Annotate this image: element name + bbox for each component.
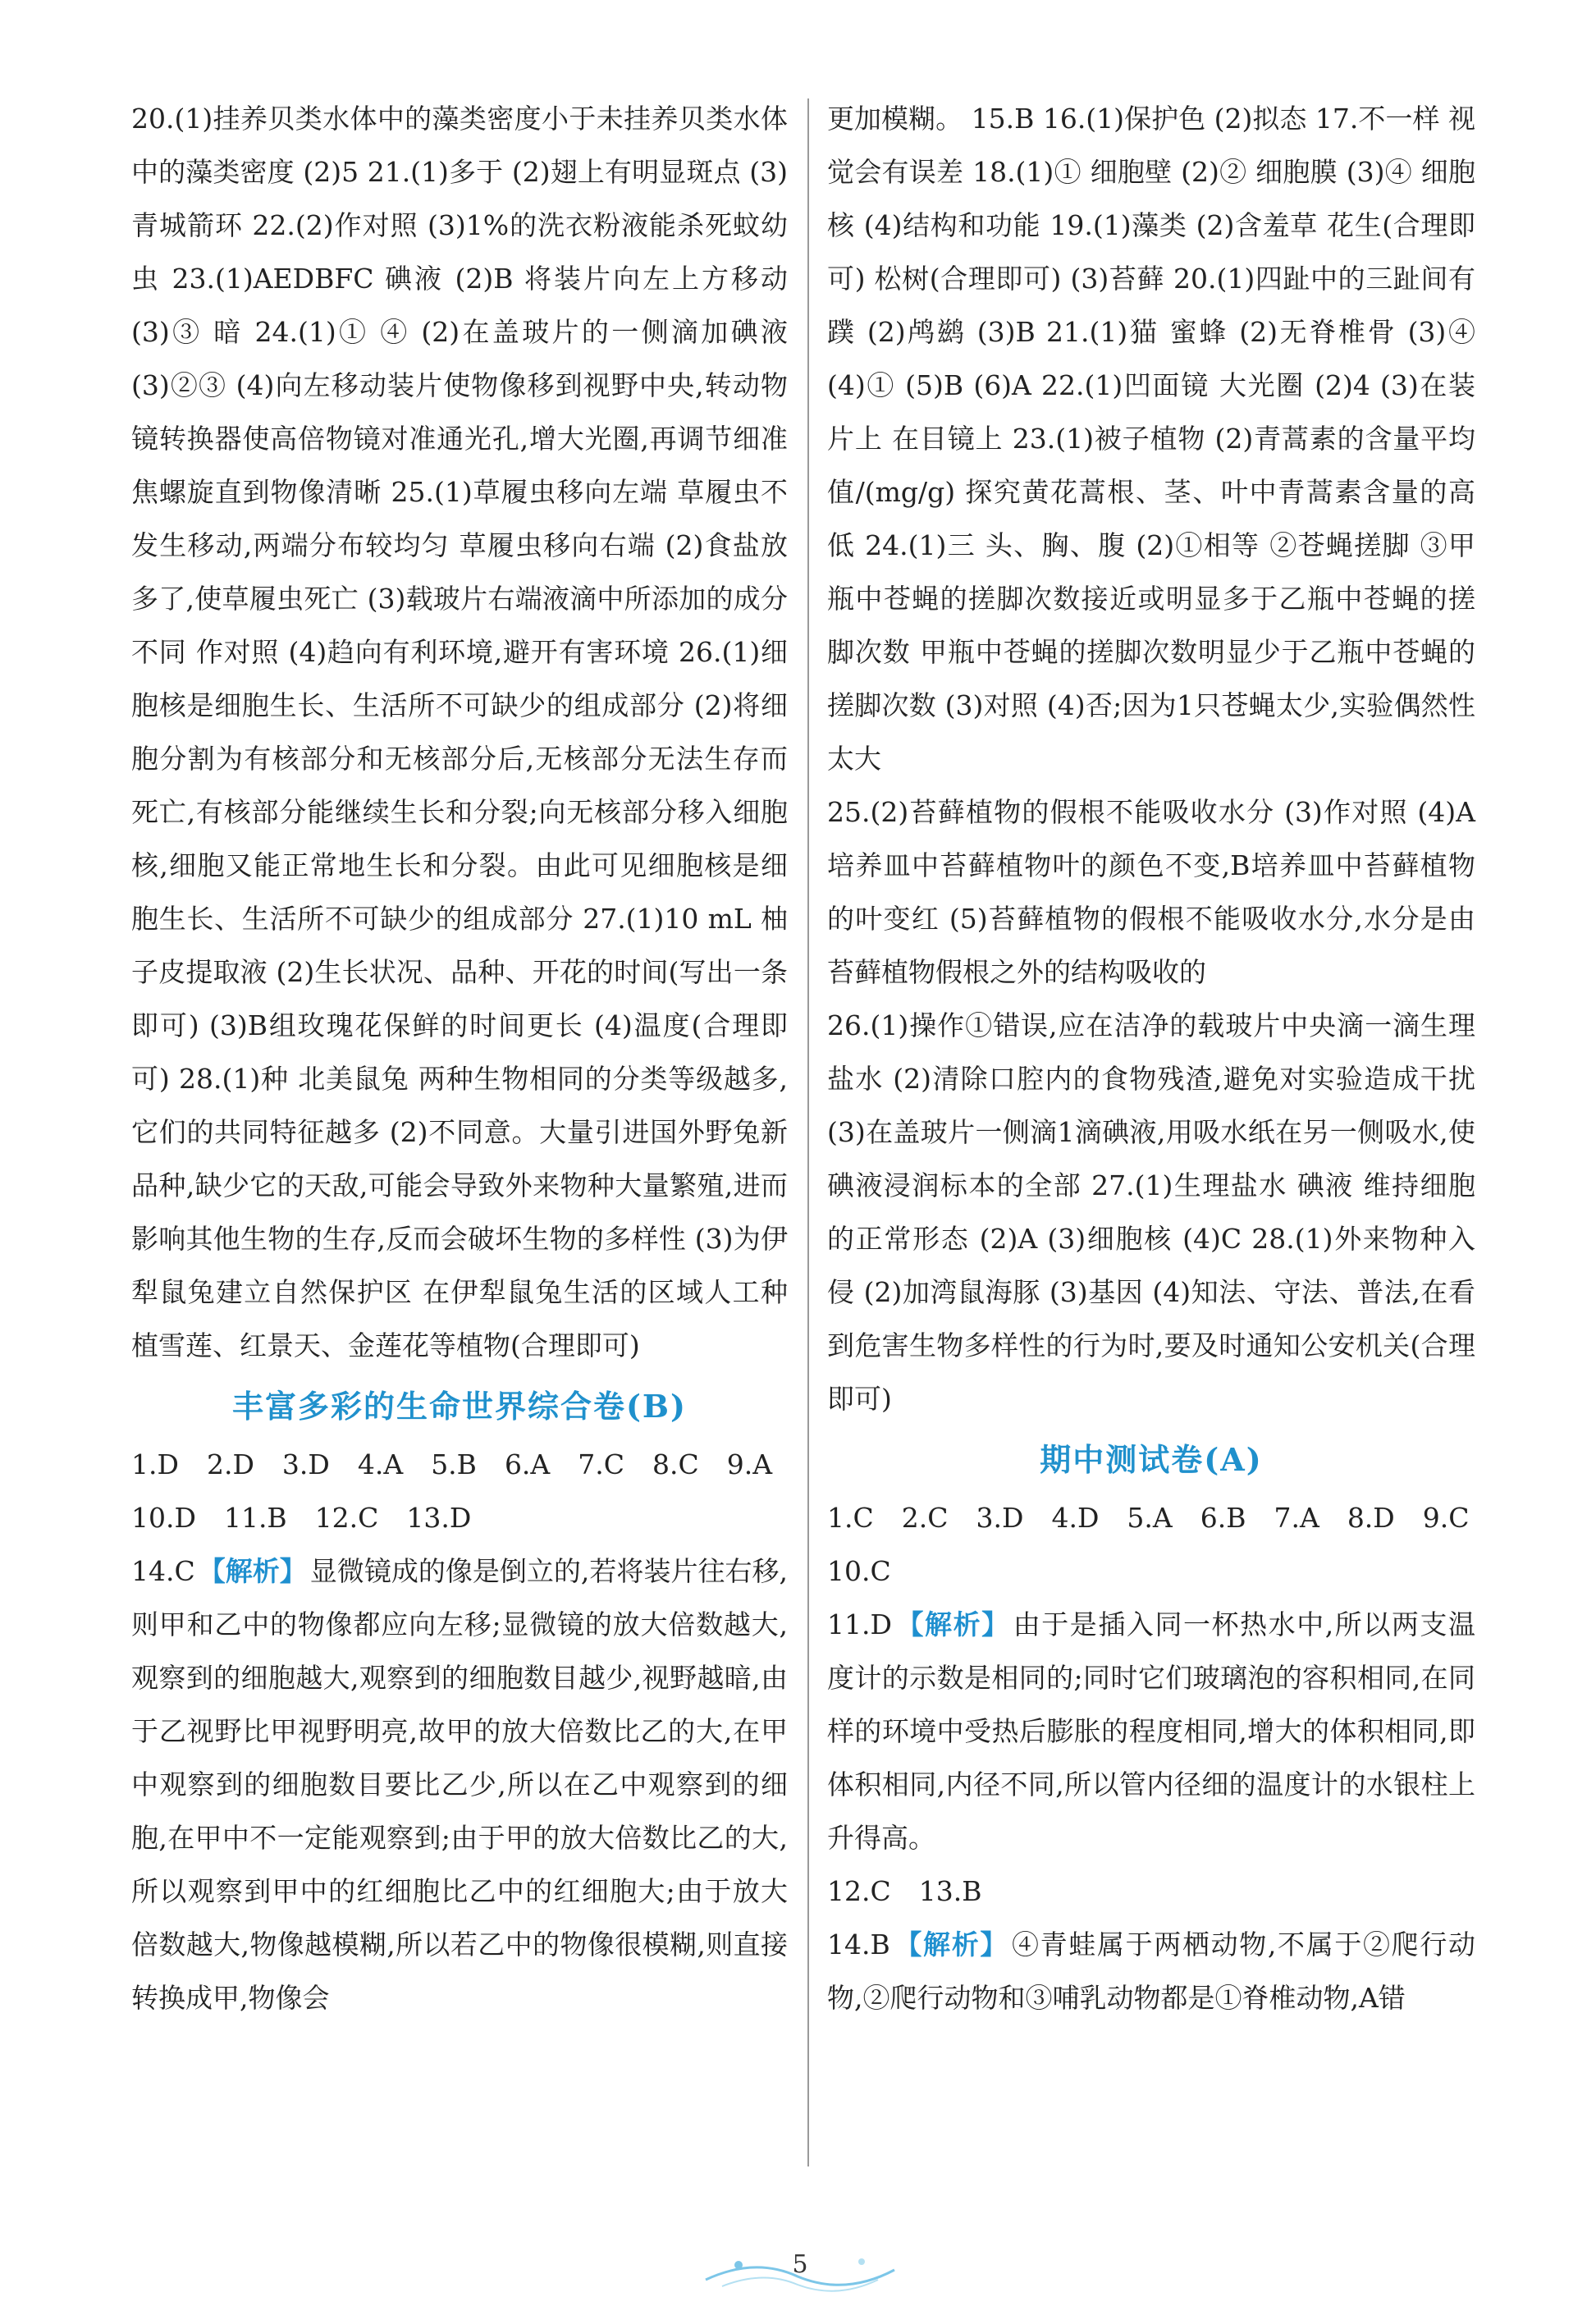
section-title-midterm: 期中测试卷(A) — [1040, 1441, 1263, 1478]
answer-5: 5.B — [431, 1448, 477, 1480]
answer-paragraph-26-28: 26.(1)操作①错误,应在洁净的载玻片中央滴一滴生理盐水 (2)清除口腔内的食物残渣,避免对实验造成干扰 (3)在盖玻片一侧滴1滴碘液,用吸水纸在另一侧吸水,使碘液浸润标本的全部 27.(1)生理盐水 碘液 维持细胞的正常形态 (2)A (3)细胞核 (4)C 28.(1)外来物种入侵 (2)加湾鼠海豚 (3)基因 (4)知法、守法、普法,在看到危害生物多样性的行为时,要及时通知公安机关(合理即可) — [827, 1009, 1475, 1415]
answers-row-1 — [131, 1438, 788, 1491]
midterm-answer-4: 4.D — [1051, 1502, 1100, 1534]
midterm-answer-8: 8.D — [1347, 1502, 1395, 1534]
midterm-answer-3: 3.D — [976, 1502, 1024, 1534]
page-number: 5 — [792, 2250, 808, 2279]
answer-2: 2.D — [206, 1448, 254, 1480]
answer-8: 8.C — [652, 1448, 699, 1480]
midterm-answer-11-text: 由于是插入同一杯热水中,所以两支温度计的示数是相同的;同时它们玻璃泡的容积相同,在同样的环境中受热后膨胀的程度相同,增大的体积相同,即体积相同,内径不同,所以管内径细的温度计的水银柱上升得高。 — [827, 1608, 1475, 1854]
midterm-answer-10: 10.C — [827, 1555, 891, 1587]
answer-7: 7.C — [578, 1448, 625, 1480]
answer-3: 3.D — [281, 1448, 330, 1480]
answer-14-head: 14.C — [131, 1555, 195, 1587]
midterm-answer-11-analysis — [827, 1598, 1475, 1864]
answer-12: 12.C — [314, 1502, 379, 1534]
midterm-answers-row-1 — [827, 1491, 1475, 1544]
left-column — [131, 92, 788, 2025]
answer-14-text: 显微镜成的像是倒立的,若将装片往右移,则甲和乙中的物像都应向左移;显微镜的放大倍数越大,观察到的细胞越大,观察到的细胞数目越少,视野越暗,由于乙视野比甲视野明亮,故甲的放大倍数比乙的大,在甲中观察到的细胞数目要比乙少,所以在乙中观察到的细胞,在甲中不一定能观察到;由于甲的放大倍数比乙的大,所以观察到甲中的红细胞比乙中的红细胞大;由于放大倍数越大,物像越模糊,所以若乙中的物像很模糊,则直接转换成甲,物像会 — [131, 1555, 788, 2014]
answer-13: 13.D — [406, 1502, 472, 1534]
right-column — [827, 92, 1475, 2025]
midterm-answer-1: 1.C — [827, 1502, 874, 1534]
answer-paragraph-15-24: 更加模糊。 15.B 16.(1)保护色 (2)拟态 17.不一样 视觉会有误差 18.(1)① 细胞壁 (2)② 细胞膜 (3)④ 细胞核 (4)结构和功能 19.(1)藻类 (2)含羞草 花生(合理即可) 松树(合理即可) (3)苔藓 20.(1)四趾中的三趾间有蹼 (2)鸬鹚 (3)B 21.(1)猫 蜜蜂 (2)无脊椎骨 (3)④ (4)① (5)B (6)A 22.(1)凹面镜 大光圈 (2)4 (3)在装片上 在目镜上 23.(1)被子植物 (2)青蒿素的含量平均值/(mg/g) 探究黄花蒿根、茎、叶中青蒿素含量的高低 24.(1)三 头、胸、腹 (2)①相等 ②苍蝇搓脚 ③甲瓶中苍蝇的搓脚次数接近或明显多于乙瓶中苍蝇的搓脚次数 甲瓶中苍蝇的搓脚次数明显少于乙瓶中苍蝇的搓脚次数 (3)对照 (4)否;因为1只苍蝇太少,实验偶然性太大 — [827, 103, 1475, 775]
midterm-answer-9: 9.C — [1422, 1502, 1470, 1534]
midterm-answer-12: 12.C — [827, 1875, 891, 1907]
midterm-answers-row-3 — [827, 1864, 1475, 1918]
midterm-answer-14-analysis — [827, 1918, 1475, 2025]
analysis-tag: 【解析】 — [198, 1555, 307, 1587]
section-title-b: 丰富多彩的生命世界综合卷(B) — [231, 1388, 688, 1425]
answer-6: 6.A — [504, 1448, 551, 1480]
answer-paragraph-25: 25.(2)苔藓植物的假根不能吸收水分 (3)作对照 (4)A培养皿中苔藓植物叶的颜色不变,B培养皿中苔藓植物的叶变红 (5)苔藓植物的假根不能吸收水分,水分是由苔藓植物假根之外的结构吸收的 — [827, 796, 1475, 988]
answer-10: 10.D — [131, 1502, 196, 1534]
midterm-answer-14-head: 14.B — [827, 1929, 890, 1961]
answer-1: 1.D — [131, 1448, 179, 1480]
midterm-answer-5: 5.A — [1127, 1502, 1173, 1534]
midterm-answer-13: 13.B — [918, 1875, 982, 1907]
midterm-answer-14-text: ④青蛙属于两栖动物,不属于②爬行动物,②爬行动物和③哺乳动物都是①脊椎动物,A错 — [827, 1929, 1475, 2014]
midterm-answer-11-head: 11.D — [827, 1608, 892, 1640]
answer-4: 4.A — [357, 1448, 404, 1480]
column-divider — [807, 98, 809, 2166]
answer-paragraph-20-28: 20.(1)挂养贝类水体中的藻类密度小于未挂养贝类水体中的藻类密度 (2)5 21.(1)多于 (2)翅上有明显斑点 (3)青城箭环 22.(2)作对照 (3)1%的洗衣粉液能杀死蚊幼虫 23.(1)AEDBFC 碘液 (2)B 将装片向左上方移动 (3)③ 暗 24.(1)① ④ (2)在盖玻片的一侧滴加碘液 (3)②③ (4)向左移动装片使物像移到视野中央,转动物镜转换器使高倍物镜对准通光孔,增大光圈,再调节细准焦螺旋直到物像清晰 25.(1)草履虫移向左端 草履虫不发生移动,两端分布较均匀 草履虫移向右端 (2)食盐放多了,使草履虫死亡 (3)载玻片右端液滴中所添加的成分不同 作对照 (4)趋向有利环境,避开有害环境 26.(1)细胞核是细胞生长、生活所不可缺少的组成部分 (2)将细胞分割为有核部分和无核部分后,无核部分无法生存而死亡,有核部分能继续生长和分裂;向无核部分移入细胞核,细胞又能正常地生长和分裂。由此可见细胞核是细胞生长、生活所不可缺少的组成部分 27.(1)10 mL 柚子皮提取液 (2)生长状况、品种、开花的时间(写出一条即可) (3)B组玫瑰花保鲜的时间更长 (4)温度(合理即可) 28.(1)种 北美鼠兔 两种生物相同的分类等级越多,它们的共同特征越多 (2)不同意。大量引进国外野兔新品种,缺少它的天敌,可能会导致外来物种大量繁殖,进而影响其他生物的生存,反而会破坏生物的多样性 (3)为伊犁鼠兔建立自然保护区 在伊犁鼠兔生活的区域人工种植雪莲、红景天、金莲花等植物(合理即可) — [131, 103, 788, 1361]
answer-11: 11.B — [223, 1502, 287, 1534]
answer-9: 9.A — [726, 1448, 773, 1480]
analysis-tag: 【解析】 — [893, 1929, 1009, 1961]
midterm-answers-row-2 — [827, 1544, 1475, 1598]
analysis-tag: 【解析】 — [894, 1608, 1010, 1640]
midterm-answer-6: 6.B — [1200, 1502, 1246, 1534]
midterm-answer-7: 7.A — [1274, 1502, 1319, 1534]
answer-14-analysis — [131, 1544, 788, 2025]
answers-row-2 — [131, 1491, 788, 1544]
midterm-answer-2: 2.C — [901, 1502, 949, 1534]
